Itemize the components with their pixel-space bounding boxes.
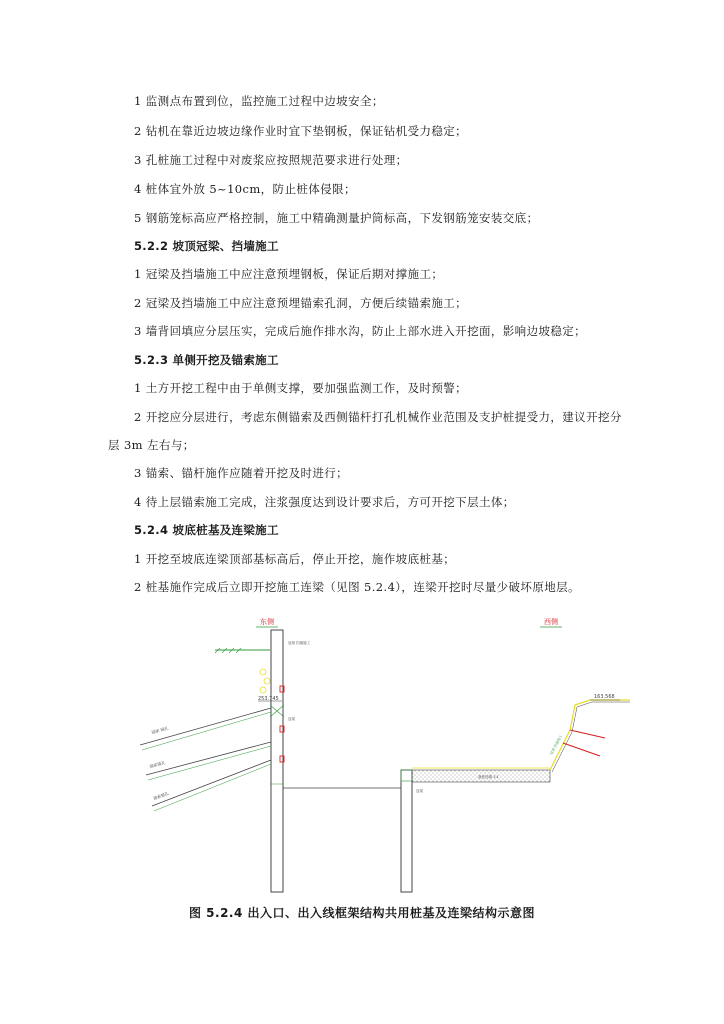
anchor-cable	[140, 708, 271, 745]
anchor-label: 锚索锚孔	[152, 790, 170, 801]
anchor-label: 锚索锚孔	[148, 759, 166, 769]
left-elevation-label: 253.745	[258, 696, 279, 702]
anchor-cable	[146, 742, 271, 775]
structure-diagram	[130, 610, 630, 900]
paragraph-item: 1 监测点布置到位，监控施工过程中边坡安全；	[134, 94, 384, 108]
right-elevation-label: 163.568	[594, 694, 615, 700]
paragraph-item: 1 开挖至坡底连梁顶部基标高后，停止开挖，施作坡底桩基；	[134, 552, 456, 566]
paragraph-item: 4 桩体宜外放 5~10cm，防止桩体侵限；	[134, 182, 356, 196]
paragraph-item: 2 开挖应分层进行，考虑东侧锚索及西侧锚杆打孔机械作业范围及支护桩提受力，建议开挖分	[134, 410, 622, 424]
left-side-label: 东侧	[260, 618, 274, 626]
paragraph-item: 1 土方开挖工程中由于单侧支撑，要加强监测工作，及时预警；	[134, 381, 468, 395]
paragraph-item: 层 3m 左右与；	[108, 438, 195, 452]
diagram-svg	[130, 610, 630, 900]
waler-mark	[270, 705, 284, 717]
paragraph-item: 1 冠梁及挡墙施工中应注意预埋钢板，保证后期对撑施工；	[134, 267, 444, 281]
anchor-label: 锚索 锚孔	[150, 725, 169, 735]
anchor-grout	[148, 746, 271, 780]
section-heading: 5.2.2 坡顶冠梁、挡墙施工	[134, 239, 279, 253]
monitor-point	[260, 669, 266, 675]
anchor-cable	[152, 760, 271, 806]
pile-note: 连梁	[416, 789, 423, 793]
paragraph-item: 2 桩基施作完成后立即开挖施工连梁（见图 5.2.4），连梁开挖时尽量少破坏原地层。	[134, 580, 580, 594]
paragraph-item: 5 钢筋笼标高应严格控制，施工中精确测量护筒标高，下发钢筋笼安装交底；	[134, 211, 539, 225]
fill-note: 基底回填 1:1	[478, 775, 499, 779]
paragraph-item: 2 冠梁及挡墙施工中应注意预埋锚索孔洞，方便后续锚索施工；	[134, 296, 468, 310]
right-anchor	[570, 730, 605, 738]
pile-cap	[401, 770, 412, 781]
crown-beam-note: 冠梁 挡墙施工	[288, 641, 311, 645]
section-heading: 5.2.4 坡底桩基及连梁施工	[134, 523, 279, 537]
left-support-pile	[271, 630, 283, 892]
right-pile	[401, 770, 412, 892]
right-side-label: 西侧	[544, 618, 558, 626]
paragraph-item: 3 锚索、锚杆施作应随着开挖及时进行；	[134, 466, 349, 480]
monitor-point	[264, 678, 270, 684]
paragraph-item: 4 待上层锚索施工完成，注浆强度达到设计要求后，方可开挖下层土体；	[134, 495, 515, 509]
section-heading: 5.2.3 单侧开挖及锚索施工	[134, 353, 279, 367]
right-anchor	[563, 743, 600, 756]
waler-note: 连梁	[288, 717, 295, 721]
paragraph-item: 3 墙背回填应分层压实，完成后施作排水沟，防止上部水进入开挖面，影响边坡稳定；	[134, 324, 587, 338]
right-slope-outline	[552, 702, 630, 772]
monitor-point	[260, 687, 266, 693]
figure-caption: 图 5.2.4 出入口、出入线框架结构共用桩基及连梁结构示意图	[188, 906, 536, 920]
paragraph-item: 2 钻机在靠近边坡边缘作业时宜下垫钢板，保证钻机受力稳定；	[134, 124, 468, 138]
slope-note: 冠梁 挡墙施工	[549, 734, 564, 756]
anchor-grout	[154, 764, 271, 811]
paragraph-item: 3 孔桩施工过程中对废浆应按照规范要求进行处理；	[134, 153, 408, 167]
